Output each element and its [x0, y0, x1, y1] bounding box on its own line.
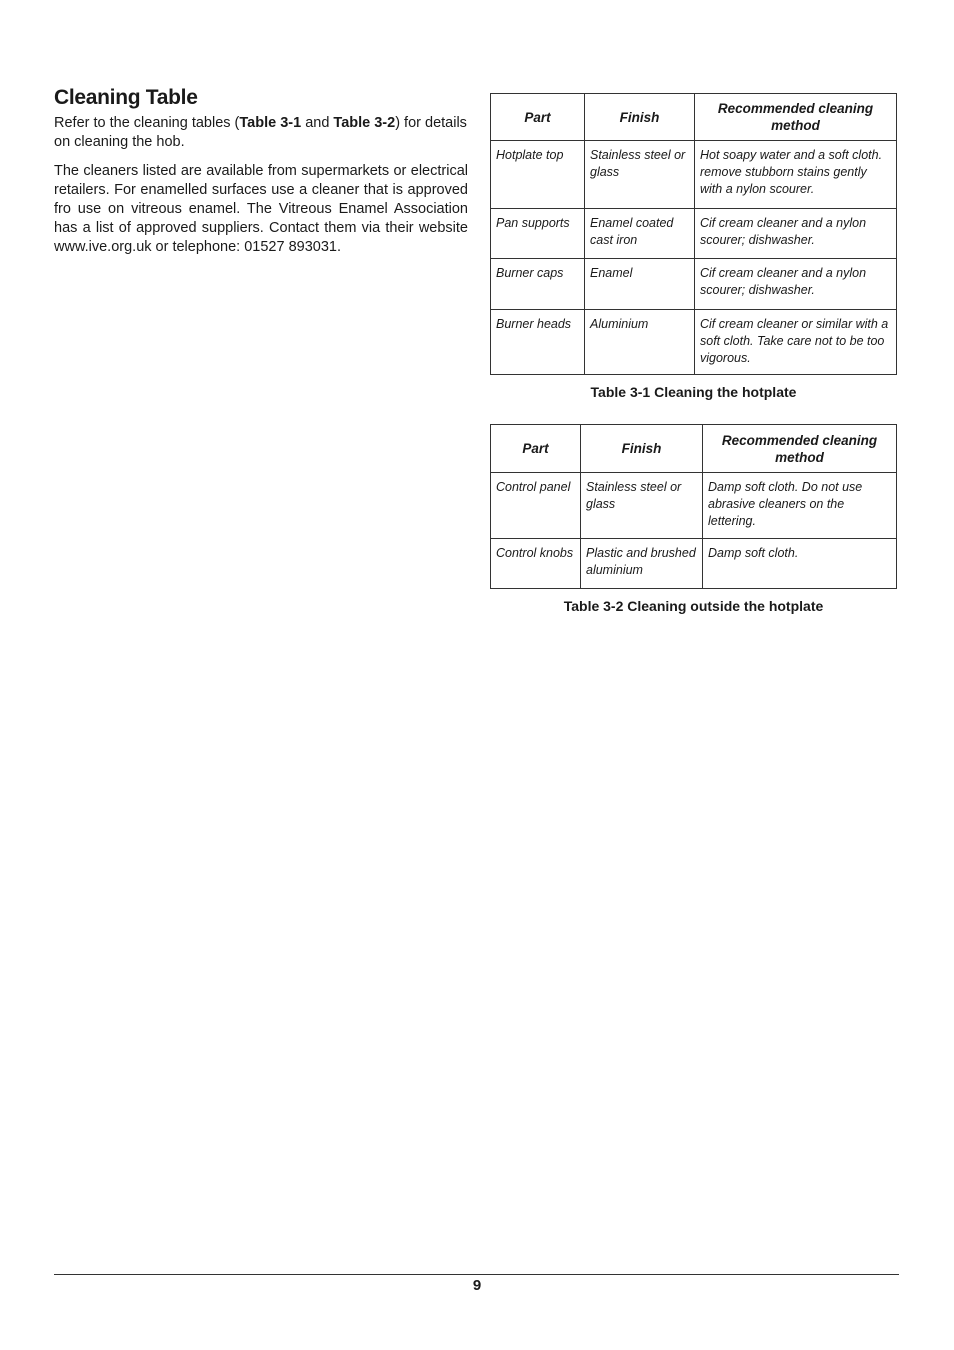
- page-title: Cleaning Table: [54, 86, 198, 109]
- cell-method: Damp soft cloth.: [703, 539, 897, 589]
- cell-method: Cif cream cleaner and a nylon scourer; dishwasher.: [695, 259, 897, 310]
- table-row: [491, 259, 897, 310]
- intro-paragraph: [54, 114, 468, 152]
- cell-finish: Stainless steel or glass: [585, 141, 695, 209]
- cell-part: Pan supports: [491, 209, 585, 259]
- cleaning-hotplate-table: [490, 93, 897, 375]
- right-column: [490, 93, 897, 614]
- table-header-row: [491, 94, 897, 141]
- table-ref-1: Table 3-1: [239, 115, 302, 131]
- page-number: 9: [472, 1277, 482, 1294]
- cell-part: Burner heads: [491, 310, 585, 375]
- table-row: [491, 539, 897, 589]
- header-finish: Finish: [581, 425, 703, 473]
- header-method: Recommended cleaning method: [695, 94, 897, 141]
- cell-method: Damp soft cloth. Do not use abrasive cleaners on the lettering.: [703, 473, 897, 539]
- header-part: Part: [491, 94, 585, 141]
- table-row: [491, 141, 897, 209]
- body-paragraph: The cleaners listed are available from supermarkets or electrical retailers. For enamelled surfaces use a cleaner that is approved fro use on vitreous enamel. The Vitreous Enamel Association has a list of approved suppliers. Contact them via their website www.ive.org.uk or telephone: 01527 893031.: [54, 163, 468, 255]
- cleaning-outside-table: [490, 424, 897, 589]
- intro-and: and: [301, 115, 334, 131]
- cell-method: Hot soapy water and a soft cloth. remove stubborn stains gently with a nylon scourer.: [695, 141, 897, 209]
- table-row: [491, 473, 897, 539]
- header-part: Part: [491, 425, 581, 473]
- left-column: [54, 86, 468, 267]
- cell-part: Control knobs: [491, 539, 581, 589]
- cell-finish: Enamel: [585, 259, 695, 310]
- intro-prefix: Refer to the cleaning tables (: [54, 115, 240, 131]
- cell-finish: Stainless steel or glass: [581, 473, 703, 539]
- cell-part: Hotplate top: [491, 141, 585, 209]
- table-row: [491, 310, 897, 375]
- table-header-row: [491, 425, 897, 473]
- table-row: [491, 209, 897, 259]
- intro-suffix: ) for details on cleaning the hob.: [54, 115, 467, 150]
- cell-method: Cif cream cleaner and a nylon scourer; dishwasher.: [695, 209, 897, 259]
- cell-part: Burner caps: [491, 259, 585, 310]
- cell-finish: Plastic and brushed aluminium: [581, 539, 703, 589]
- table-ref-2: Table 3-2: [333, 115, 396, 131]
- cell-finish: Enamel coated cast iron: [585, 209, 695, 259]
- table-1-caption: Table 3-1 Cleaning the hotplate: [590, 384, 797, 400]
- cell-finish: Aluminium: [585, 310, 695, 375]
- footer-divider: [54, 1274, 899, 1275]
- cell-part: Control panel: [491, 473, 581, 539]
- table-2-caption: Table 3-2 Cleaning outside the hotplate: [563, 598, 824, 614]
- header-finish: Finish: [585, 94, 695, 141]
- table-2-wrapper: [490, 424, 897, 614]
- cell-method: Cif cream cleaner or similar with a soft cloth. Take care not to be too vigorous.: [695, 310, 897, 375]
- header-method: Recommended cleaning method: [703, 425, 897, 473]
